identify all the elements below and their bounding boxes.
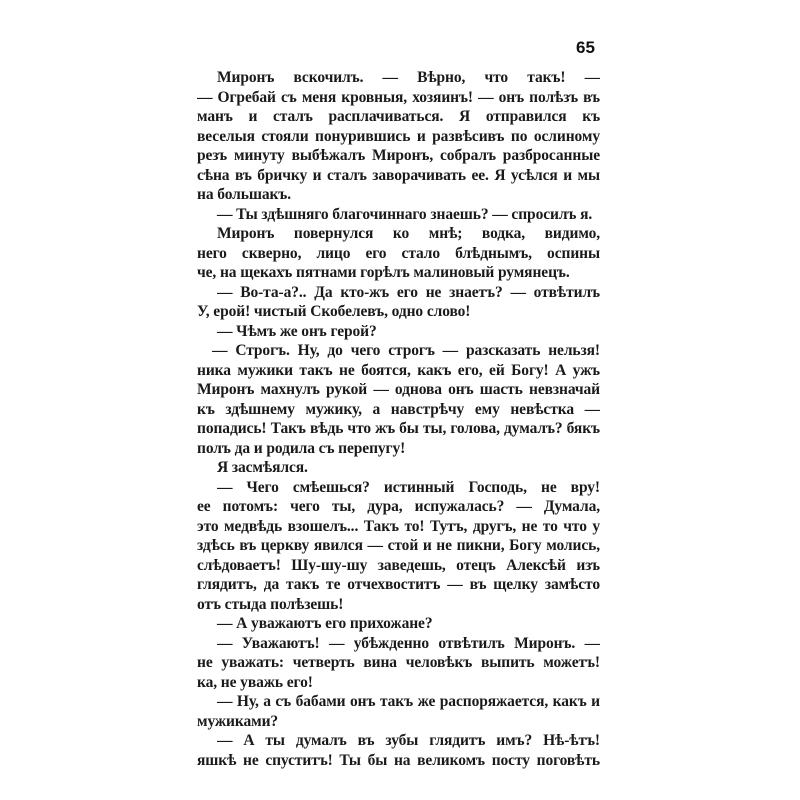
text-line: слѣдоваетъ! Шу-шу-шу заведешь, отецъ Алексѣй изъ <box>197 557 600 574</box>
text-line: веселыя стояли понурившись и развѣсивъ по ослиному <box>197 128 600 145</box>
text-line: мужиками? <box>197 713 279 730</box>
text-line: — А ты думалъ въ зубы глядитъ имъ? Нѣ-ѣтъ! <box>217 732 600 749</box>
text-line: сѣна въ бричку и сталъ заворачивать ее. Я усѣлся и мы <box>197 167 600 184</box>
text-line: Миронъ повернулся ко мнѣ; водка, видимо, <box>217 225 600 242</box>
text-line: — Во-та-а?.. Да кто-жъ его не знаетъ? — отвѣтилъ <box>217 284 600 301</box>
text-line: — Огребай съ меня кровныя, хозяинъ! — онъ полѣзъ въ <box>197 89 600 106</box>
text-line: здѣсь въ церкву явился — стой и не пикни, Богу молись, <box>197 537 600 554</box>
text-line: — Уважаютъ! — убѣжденно отвѣтилъ Миронъ. — <box>217 635 600 652</box>
text-line: — Строгъ. Ну, до чего строгъ — разсказать нельзя! <box>212 342 600 359</box>
text-line: че, на щекахъ пятнами горѣлъ малиновый румянецъ. <box>197 264 570 281</box>
text-line: — Чѣмъ же онъ герой? <box>217 323 377 340</box>
text-line: къ здѣшнему мужику, а навстрѣчу ему невѣстка — <box>197 401 600 418</box>
text-line: ее потомъ: чего ты, дура, испужалась? — Думала, <box>197 498 600 515</box>
text-line: на большакъ. <box>197 186 292 203</box>
text-line: не уважать: четверть вина человѣкъ выпить можетъ! <box>197 654 600 671</box>
text-line: У, ерой! чистый Скобелевъ, одно слово! <box>197 303 471 320</box>
text-line: ка, не уважь его! <box>197 674 313 691</box>
text-line: яшкѣ не спуститъ! Ты бы на великомъ посту поговѣть <box>197 752 600 769</box>
page-number: 65 <box>576 38 595 57</box>
text-line: полъ да и родила съ перепугу! <box>197 440 406 457</box>
text-line: — Ты здѣшняго благочиннаго знаешь? — спросилъ я. <box>217 206 593 223</box>
text-line: Я засмѣялся. <box>217 459 308 476</box>
text-line: попадись! Такъ вѣдь что жъ бы ты, голова, думалъ? бякъ <box>197 420 600 437</box>
text-line: глядитъ, да такъ те отчехвоститъ — въ щелку замѣсто <box>197 576 600 593</box>
text-line: манъ и сталъ расплачиваться. Я отправился къ <box>197 108 600 125</box>
text-line: — А уважаютъ его прихожане? <box>217 615 433 632</box>
text-line: него скверно, лицо его стало блѣднымъ, оспины <box>197 245 600 262</box>
text-line: это медвѣдь взошелъ... Такъ то! Тутъ, другъ, не то что у <box>197 518 600 535</box>
text-line: — Чего смѣешься? истинный Господь, не вру! <box>217 479 600 496</box>
text-line: резъ минуту выбѣжалъ Миронъ, собралъ разбросанные <box>197 147 600 164</box>
text-line: Миронъ махнулъ рукой — однова онъ шасть невзначай <box>197 381 600 398</box>
text-line: отъ стыда полѣзешь! <box>197 596 344 613</box>
text-line: ника мужики такъ не боятся, какъ его, ей Богу! А ужъ <box>197 362 600 379</box>
text-line: Миронъ вскочилъ. — Вѣрно, что такъ! — <box>217 69 600 86</box>
text-line: — Ну, а съ бабами онъ такъ же распоряжается, какъ и <box>217 693 600 710</box>
